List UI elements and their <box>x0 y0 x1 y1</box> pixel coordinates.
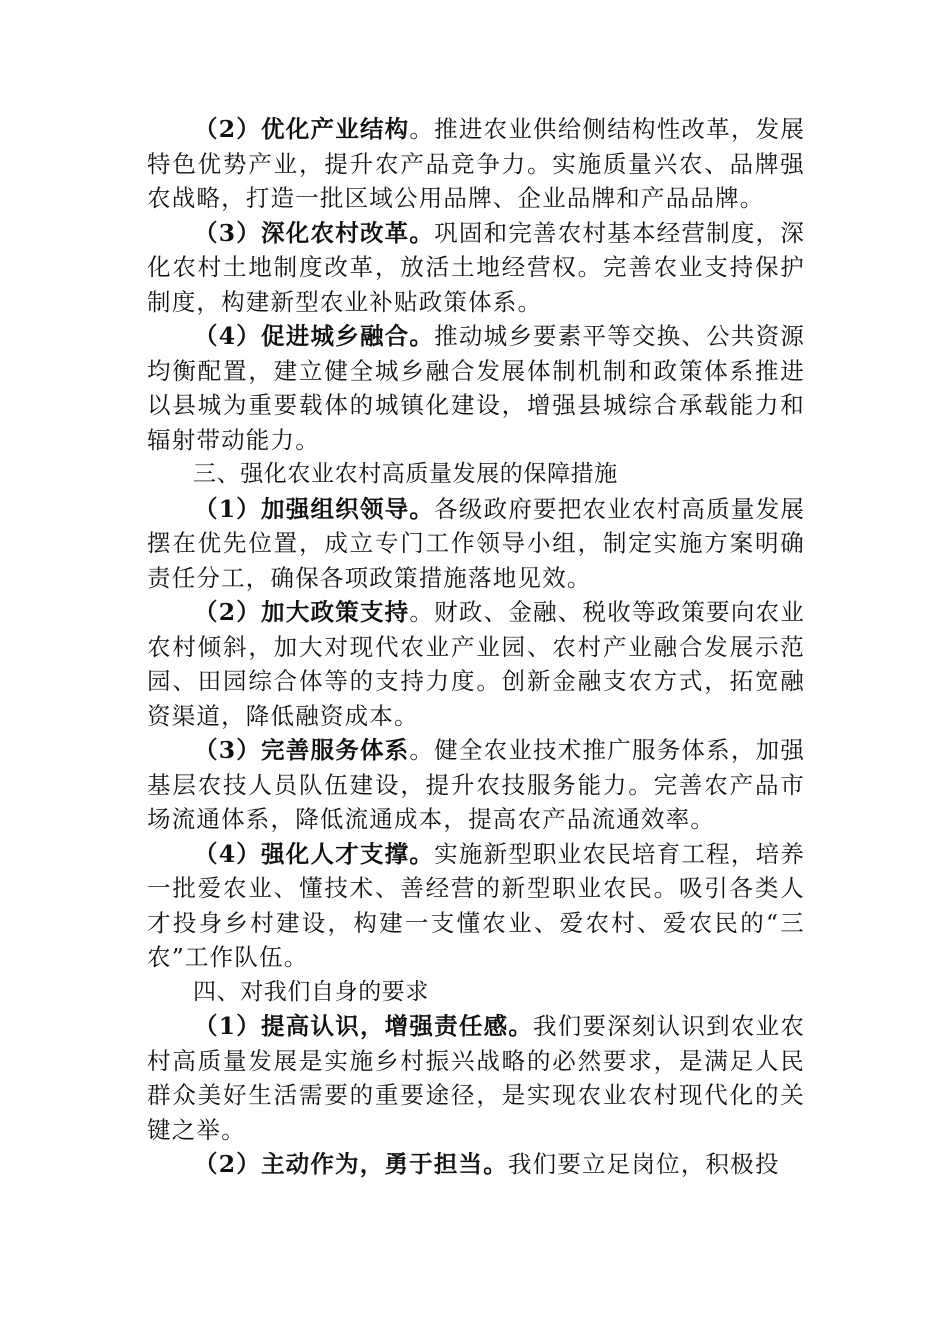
paragraph-optimize-industry <box>147 112 805 216</box>
paragraph-deepen-reform <box>147 216 805 320</box>
item-lead: 加强组织领导。 <box>261 494 435 523</box>
item-number: （2） <box>194 1150 261 1178</box>
item-lead: 优化产业结构 <box>261 115 410 143</box>
item-body: 我们要立足岗位，积极投 <box>507 1150 780 1178</box>
item-number: （4） <box>194 322 262 350</box>
item-lead: 深化农村改革。 <box>261 218 435 247</box>
item-body: 。健全农业技术推广服务体系，加强基层农技人员队伍建设，提升农技服务能力。完善农产品市场流通体系，降低流通成本，提高农产品流通效率。 <box>147 736 806 833</box>
item-lead: 完善服务体系 <box>261 736 410 764</box>
item-number: （3） <box>194 218 262 247</box>
paragraph-organization <box>147 492 805 596</box>
item-number: （3） <box>194 736 262 764</box>
item-lead: 强化人才支撑。 <box>261 839 435 868</box>
item-lead: 加大政策支持 <box>261 598 410 626</box>
item-number: （4） <box>194 839 262 868</box>
section-heading-4: 四、对我们自身的要求 <box>193 978 429 1005</box>
item-lead: 促进城乡融合。 <box>261 322 435 350</box>
item-body: 。推进农业供给侧结构性改革，发展特色优势产业，提升农产品竞争力。实施质量兴农、品牌强农战略，打造一批区域公用品牌、企业品牌和产品品牌。 <box>147 115 806 212</box>
document-page <box>147 112 805 1182</box>
paragraph-initiative <box>147 1147 805 1182</box>
paragraph-urban-rural <box>147 319 805 457</box>
item-lead: 主动作为，勇于担当。 <box>260 1150 508 1178</box>
item-body: 各级政府要把农业农村高质量发展摆在优先位置，成立专门工作领导小组，制定实施方案明确责任分工，确保各项政策措施落地见效。 <box>147 494 806 592</box>
item-body: 实施新型职业农民培育工程，培养一批爱农业、懂技术、善经营的新型职业农民。吸引各类人才投身乡村建设，构建一支懂农业、爱农村、爱农民的“三农”工作队伍。 <box>147 839 806 971</box>
item-lead: 提高认识，增强责任感。 <box>261 1012 534 1040</box>
item-number: （2） <box>194 598 262 626</box>
paragraph-service-system <box>147 733 805 837</box>
item-number: （2） <box>194 115 262 143</box>
section-heading-3: 三、强化农业农村高质量发展的保障措施 <box>193 461 618 487</box>
item-body: 巩固和完善农村基本经营制度，深化农村土地制度改革，放活土地经营权。完善农业支持保护制度，构建新型农业补贴政策体系。 <box>147 218 806 316</box>
paragraph-talent <box>147 837 805 975</box>
item-body: 我们要深刻认识到农业农村高质量发展是实施乡村振兴战略的必然要求，是满足人民群众美好生活需要的重要途径，是实现农业农村现代化的关键之举。 <box>147 1012 806 1144</box>
item-number: （1） <box>194 494 262 523</box>
paragraph-policy-support <box>147 595 805 733</box>
item-body: 推动城乡要素平等交换、公共资源均衡配置，建立健全城乡融合发展体制机制和政策体系推进以县城为重要载体的城镇化建设，增强县城综合承载能力和辐射带动能力。 <box>147 322 806 454</box>
item-number: （1） <box>194 1012 262 1040</box>
paragraph-awareness <box>147 1009 805 1147</box>
item-body: 。财政、金融、税收等政策要向农业农村倾斜，加大对现代农业产业园、农村产业融合发展示范园、田园综合体等的支持力度。创新金融支农方式，拓宽融资渠道，降低融资成本。 <box>147 598 806 730</box>
